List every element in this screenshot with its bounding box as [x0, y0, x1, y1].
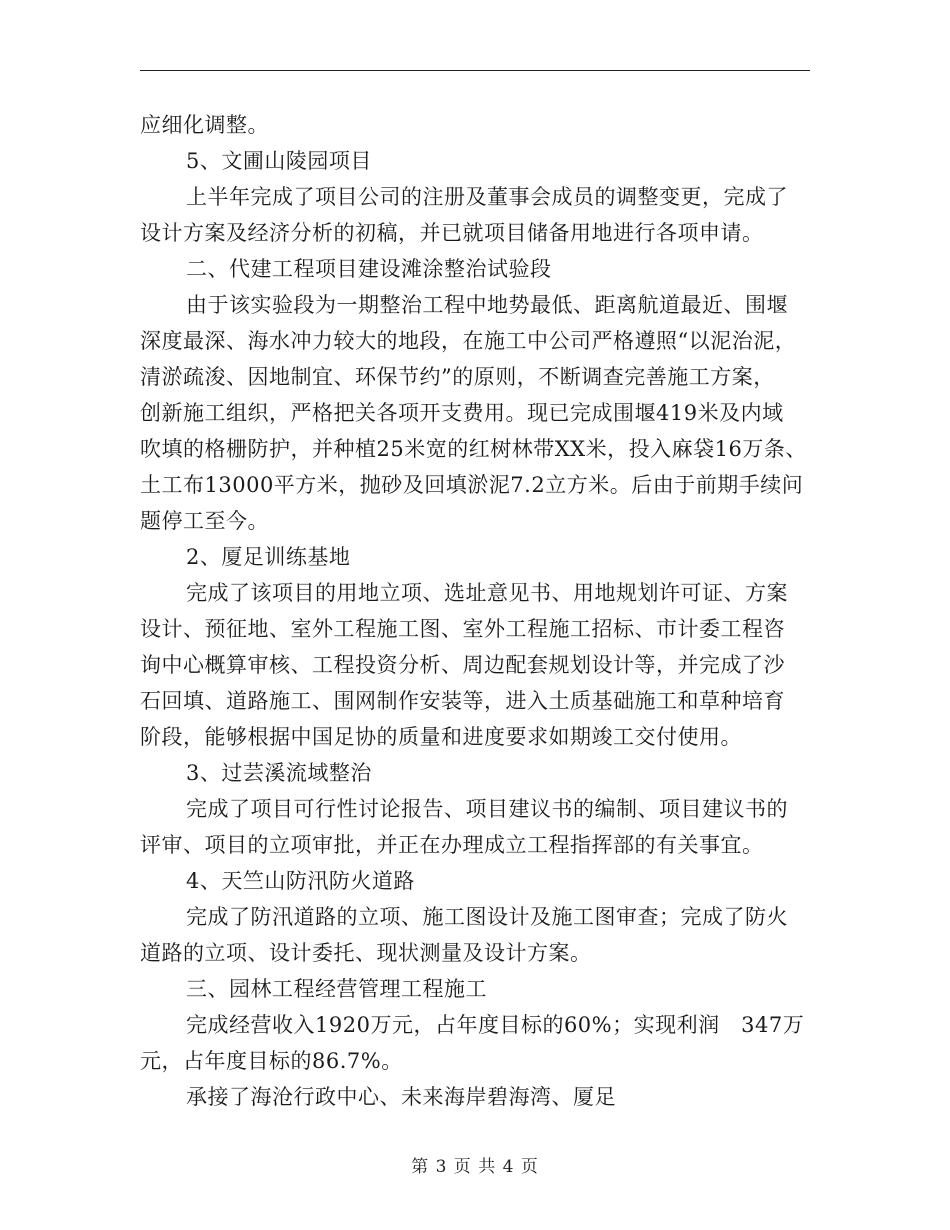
text-line: 创新施工组织，严格把关各项开支费用。现已完成围堰419米及内域	[140, 401, 784, 425]
text-line: 由于该实验段为一期整治工程中地势最低、距离航道最近、围堰	[186, 293, 788, 317]
text-line: 道路的立项、设计委托、现状测量及设计方案。	[140, 941, 592, 965]
text-line: 清淤疏浚、因地制宜、环保节约”的原则，不断调查完善施工方案，	[140, 365, 775, 389]
text-line: 二、代建工程项目建设滩涂整治试验段	[186, 257, 552, 281]
text-line: 评审、项目的立项审批，并正在办理成立工程指挥部的有关事宜。	[140, 833, 764, 857]
text-line: 设计方案及经济分析的初稿，并已就项目储备用地进行各项申请。	[140, 221, 764, 245]
text-line: 石回填、道路施工、围网制作安装等，进入土质基础施工和草种培育	[140, 689, 785, 713]
text-line: 土工布13000平方米，抛砂及回填淤泥7.2立方米。后由于前期手续问	[140, 473, 804, 497]
text-line: 吹填的格栅防护，并种植25米宽的红树林带XX米，投入麻袋16万条、	[140, 437, 807, 461]
text-line: 完成了该项目的用地立项、选址意见书、用地规划许可证、方案	[186, 581, 788, 605]
text-line: 应细化调整。	[140, 113, 269, 137]
text-line: 阶段，能够根据中国足协的质量和进度要求如期竣工交付使用。	[140, 725, 742, 749]
text-line: 深度最深、海水冲力较大的地段，在施工中公司严格遵照“以泥治泥，	[140, 329, 797, 353]
text-line: 三、园林工程经营管理工程施工	[186, 977, 487, 1001]
text-line: 元，占年度目标的86.7%。	[140, 1049, 403, 1073]
text-line: 4、天竺山防汛防火道路	[186, 869, 415, 893]
text-line: 上半年完成了项目公司的注册及董事会成员的调整变更，完成了	[186, 185, 788, 209]
text-line: 题停工至今。	[140, 509, 269, 533]
document-body	[140, 107, 810, 1115]
text-line: 2、厦足训练基地	[186, 545, 351, 569]
text-line: 5、文圃山陵园项目	[186, 149, 372, 173]
text-line: 完成了防汛道路的立项、施工图设计及施工图审查；完成了防火	[186, 905, 788, 929]
text-line: 询中心概算审核、工程投资分析、周边配套规划设计等，并完成了沙	[140, 653, 785, 677]
page-footer: 第 3 页 共 4 页	[411, 1157, 539, 1177]
header-rule	[140, 70, 810, 71]
text-line: 承接了海沧行政中心、未来海岸碧海湾、厦足	[186, 1085, 616, 1109]
text-line: 完成经营收入1920万元，占年度目标的60%；实现利润 347万	[186, 1013, 805, 1037]
text-line: 设计、预征地、室外工程施工图、室外工程施工招标、市计委工程咨	[140, 617, 785, 641]
text-line: 完成了项目可行性讨论报告、项目建议书的编制、项目建议书的	[186, 797, 788, 821]
text-line: 3、过芸溪流域整治	[186, 761, 372, 785]
